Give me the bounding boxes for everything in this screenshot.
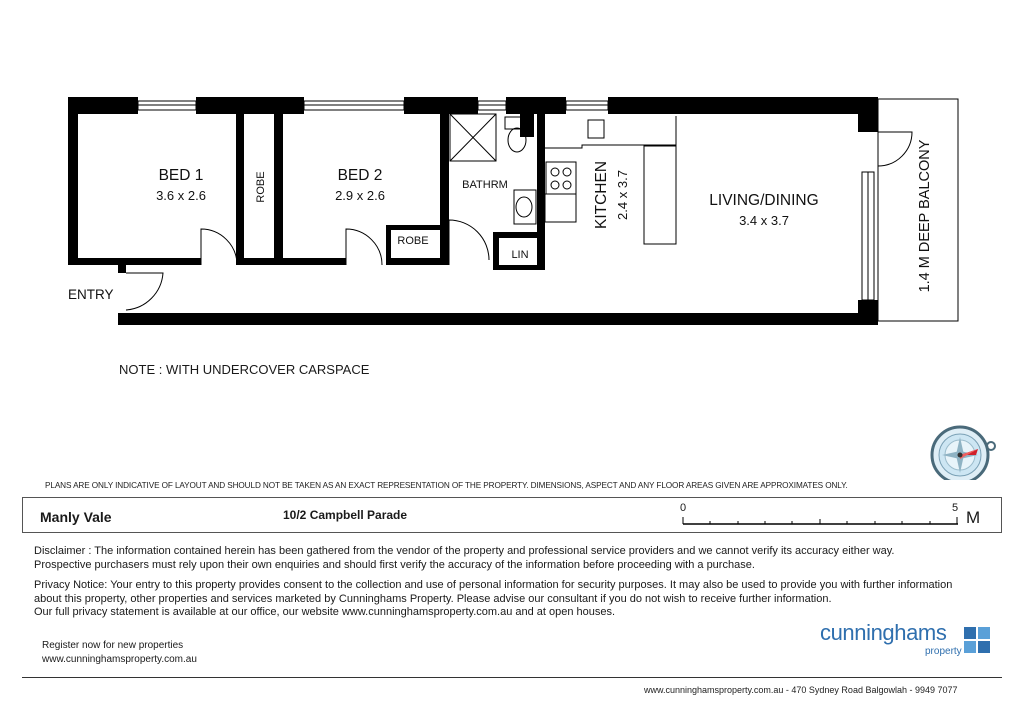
bathroom-label: BATHRM [462, 179, 508, 191]
disclaimer [34, 545, 994, 572]
robe2-label: ROBE [397, 235, 429, 247]
plans-disclaimer: PLANS ARE ONLY INDICATIVE OF LAYOUT AND SHOULD NOT BE TAKEN AS AN EXACT REPRESENTATION OF THE PROPERTY. DIMENSIONS, ASPECT AND ANY FLOOR AREAS GIVEN ARE APPROXIMATES ONLY. [45, 481, 848, 490]
privacy-line: Our full privacy statement is available at our office, our website www.cunninghamsproperty.com.au and at open houses. [34, 606, 616, 618]
bed2-dimensions: 2.9 x 2.6 [335, 188, 385, 203]
balcony-label: 1.4 M DEEP BALCONY [917, 139, 933, 293]
register-url[interactable]: www.cunninghamsproperty.com.au [42, 654, 197, 665]
kitchen-dimensions: 2.4 x 3.7 [615, 170, 630, 220]
footer-divider [22, 677, 1002, 678]
carspace-note: NOTE : WITH UNDERCOVER CARSPACE [119, 362, 370, 377]
compass-icon [932, 427, 995, 480]
footer-contact: www.cunninghamsproperty.com.au - 470 Sydney Road Balgowlah - 9949 7077 [644, 685, 958, 695]
disclaimer-line: Disclaimer : The information contained herein has been gathered from the vendor of the property and professional service providers and we cannot verify its accuracy either way. [34, 545, 895, 557]
scale-bar [682, 514, 962, 526]
register-promo [42, 639, 197, 667]
bed1-dimensions: 3.6 x 2.6 [156, 188, 206, 203]
kitchen-fixtures [545, 116, 676, 244]
brand-logo-icon [964, 627, 992, 655]
bathroom-fixtures [450, 114, 536, 224]
linen-label: LIN [511, 249, 529, 261]
register-line: Register now for new properties [42, 640, 184, 651]
suburb-label: Manly Vale [40, 509, 112, 525]
brand-subtitle: property [925, 646, 962, 657]
bed2-label: BED 2 [337, 167, 383, 184]
scale-unit: M [966, 508, 981, 527]
street-address: 10/2 Campbell Parade [283, 508, 408, 522]
privacy-line: about this property, other properties and services marketed by Cunninghams Property. Please advise our consultant if you do not wish to receive further information. [34, 592, 832, 605]
brand-name: cunninghams [820, 620, 947, 645]
privacy-line: Privacy Notice: Your entry to this property provides consent to the collection and use of personal information for security purposes. It may also be used to provide you with further information [34, 579, 953, 591]
robe1-label: ROBE [255, 171, 267, 203]
kitchen-label: KITCHEN [593, 160, 610, 230]
living-dining-label: LIVING/DINING [709, 192, 819, 209]
scale-end: 5 [952, 502, 959, 514]
bed1-label: BED 1 [158, 167, 204, 184]
privacy-notice [34, 579, 994, 620]
walls [68, 97, 878, 325]
scale-start: 0 [680, 502, 687, 514]
disclaimer-line: Prospective purchasers must rely upon their own enquiries and should first verify the accuracy of the information before proceeding with a purchase. [34, 558, 755, 571]
living-dining-dimensions: 3.4 x 3.7 [739, 213, 789, 228]
entry-label: ENTRY [68, 287, 114, 302]
